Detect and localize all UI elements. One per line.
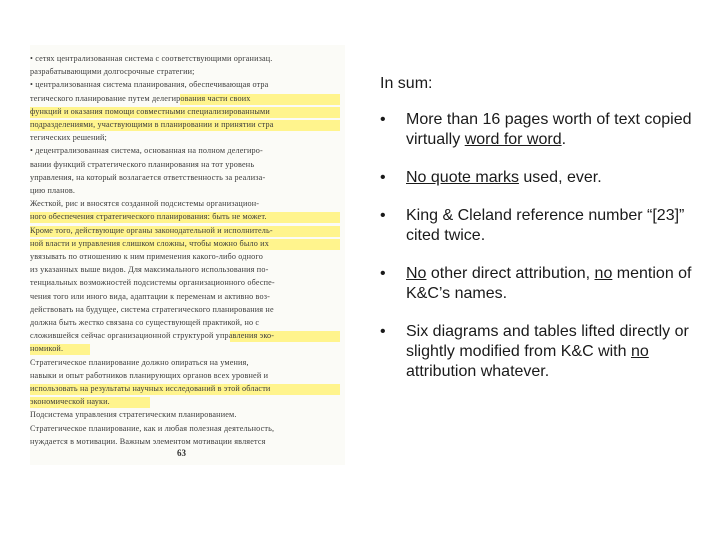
scan-text-line: ной власти и управления слишком сложны, чтобы можно было их [30, 238, 269, 248]
bullet-dot-icon: • [380, 169, 386, 186]
bullet-dot-icon: • [380, 265, 386, 282]
scan-text-line: Стратегическое планирование должно опираться на умения, [30, 357, 249, 367]
scan-text-line: • централизованная система планирования, обеспечивающая отра [30, 80, 269, 90]
scan-text-line: функций и оказания помощи совместными специализированными [30, 106, 270, 116]
scan-text-line: навыки и опыт работников планирующих органов всех уровней и [30, 370, 269, 380]
scan-text-line: увязывать по отношению к ним применения какого-либо одного [30, 252, 263, 261]
scan-text-line: управления, на который возлагается ответственность за реализа- [30, 172, 266, 182]
scan-text-line: Кроме того, действующие органы законодательной и исполнитель- [30, 225, 273, 235]
scan-text-line: сложившейся сейчас организационной структурой управления эко- [30, 331, 275, 341]
scan-text-line: • децентрализованная система, основанная на полном делегиро- [30, 146, 263, 156]
scan-text-line: подразделениями, участвующими в планировании и принятии стра [30, 120, 274, 129]
scan-text-line: вании функций стратегического планирования на тот уровень [30, 159, 255, 169]
scan-text-line: разрабатывающими долгосрочные стратегии; [30, 67, 195, 77]
summary-heading: In sum: [380, 75, 433, 92]
scan-text-line: Подсистема управления стратегическим планированием. [30, 410, 237, 420]
scan-text-line: должна быть жестко связана со существующей практикой, но с [30, 318, 260, 327]
bullet-item: • More than 16 pages worth of text copied virtually word for word. [380, 111, 692, 148]
scan-text-line: ного обеспечения стратегического планирования: быть не может. [30, 212, 267, 222]
summary-bullet-list [380, 110, 710, 382]
scan-text-line: из указанных выше видов. Для максимального использования по- [30, 265, 269, 275]
scan-text-line: тегического планирование путем делегирования части своих [30, 93, 251, 103]
scan-text-line: чения того или иного вида, адаптации к переменам и активно воз- [30, 291, 271, 301]
scan-text-line: номикой. [30, 344, 64, 354]
scan-text-line: действовать на будущее, система стратегического планирования не [30, 304, 274, 314]
bullet-item: • Six diagrams and tables lifted directly or slightly modified from K&C with no attribution whatever. [380, 323, 689, 380]
bullet-dot-icon: • [380, 207, 386, 224]
bullet-item: • No other direct attribution, no mention of K&C’s names. [380, 265, 692, 302]
scan-text-line: цию планов. [30, 186, 76, 195]
scan-text-line: нуждается в мотивации. Важным элементом мотивации является [30, 436, 266, 446]
bullet-item: • No quote marks used, ever. [380, 169, 602, 186]
scan-text-line: использовать на результаты научных исследований в этой области [30, 384, 271, 393]
scan-page-number: 63 [177, 448, 186, 458]
scan-text-line: Жесткой, рис и вносятся созданной подсистемы организацион- [30, 199, 260, 209]
bullet-dot-icon: • [380, 323, 386, 340]
scanned-page-image [30, 45, 345, 465]
scan-text-line: экономической науки. [30, 397, 110, 407]
bullet-dot-icon: • [380, 111, 386, 128]
scan-text-line: • сетях централизованная система с соответствующими организац. [30, 54, 273, 63]
summary-panel [380, 75, 710, 400]
bullet-item: • King & Cleland reference number “[23]” cited twice. [380, 207, 685, 244]
scan-text-line: тенциальных возможностей подсистемы организационного обеспе- [30, 278, 275, 288]
scan-text-line: тегических решений; [30, 133, 107, 143]
scan-text-line: Стратегическое планирование, как и любая полезная деятельность, [30, 423, 275, 433]
